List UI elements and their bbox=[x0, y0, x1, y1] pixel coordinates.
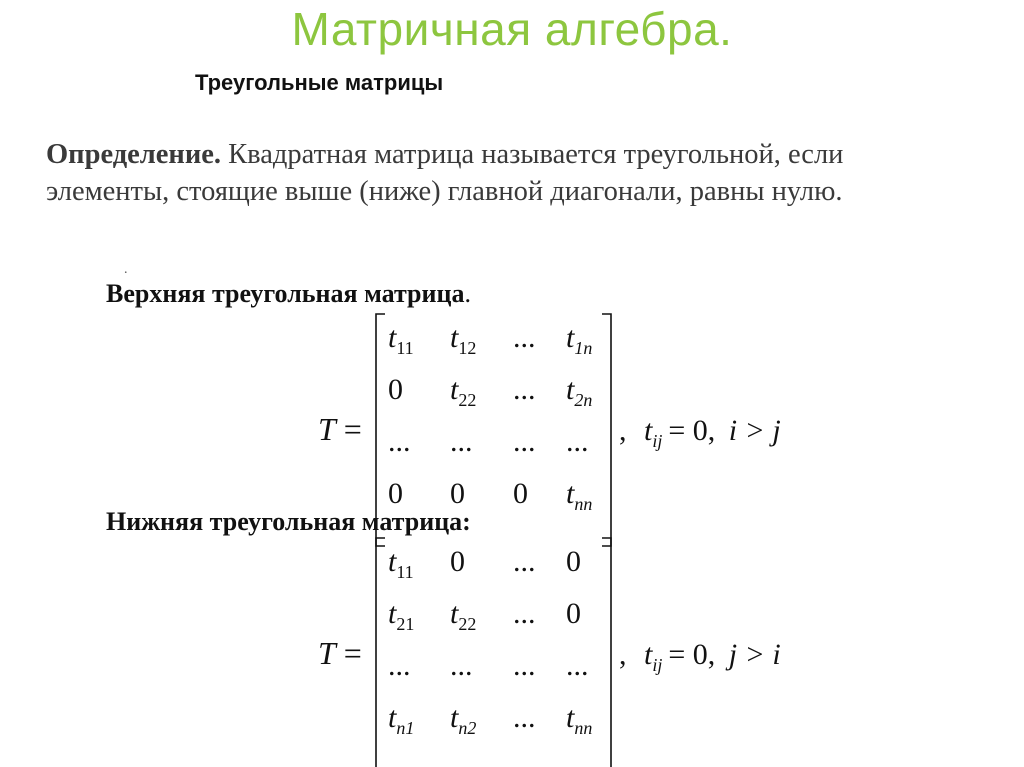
upper-left-bracket bbox=[376, 314, 385, 546]
lower-cell-1-2: ... bbox=[513, 597, 536, 630]
upper-cell-0-3: $t_{1n}$ bbox=[566, 321, 593, 358]
lower-cell-0-2: ... bbox=[513, 545, 536, 578]
lower-right-bracket bbox=[602, 538, 611, 767]
upper-cell-2-1: ... bbox=[450, 425, 473, 458]
lower-matrix-heading: Нижняя треугольная матрица: bbox=[106, 507, 471, 536]
upper-matrix-equation bbox=[318, 314, 781, 546]
upper-cell-1-0: 0 bbox=[388, 373, 403, 406]
upper-cell-1-3: $t_{2n}$ bbox=[566, 373, 593, 410]
upper-cell-2-0: ... bbox=[388, 425, 411, 458]
upper-cell-0-0: $t_{11}$ bbox=[388, 321, 414, 358]
upper-cell-3-0: 0 bbox=[388, 477, 403, 510]
upper-cell-3-3: $t_{nn}$ bbox=[566, 477, 593, 514]
slide-title: Матричная алгебра. bbox=[291, 3, 733, 55]
upper-cell-2-3: ... bbox=[566, 425, 589, 458]
lower-left-bracket bbox=[376, 538, 385, 767]
definition-term: Определение. bbox=[46, 139, 222, 170]
upper-condition: , $t_{ij} = 0$, i > j bbox=[619, 414, 781, 451]
lower-condition: , $t_{ij} = 0$, j > i bbox=[619, 638, 781, 675]
lower-cell-1-3: 0 bbox=[566, 597, 581, 630]
upper-heading-text: Верхняя треугольная матрица bbox=[106, 279, 465, 308]
lower-cell-2-0: ... bbox=[388, 649, 411, 682]
lower-cell-2-1: ... bbox=[450, 649, 473, 682]
slide-subtitle: Треугольные матрицы bbox=[195, 70, 444, 95]
upper-lhs: T = bbox=[318, 411, 362, 447]
lower-matrix-equation bbox=[318, 538, 781, 767]
lower-cell-1-0: $t_{21}$ bbox=[388, 597, 415, 634]
lower-cell-0-3: 0 bbox=[566, 545, 581, 578]
lower-cell-3-0: $t_{n1}$ bbox=[388, 701, 415, 738]
upper-right-bracket bbox=[602, 314, 611, 546]
lower-cell-2-2: ... bbox=[513, 649, 536, 682]
upper-heading-tail: . bbox=[464, 279, 471, 308]
lower-cell-1-1: $t_{22}$ bbox=[450, 597, 477, 634]
lower-cell-3-3: $t_{nn}$ bbox=[566, 701, 593, 738]
upper-cell-3-2: 0 bbox=[513, 477, 528, 510]
lower-cell-0-1: 0 bbox=[450, 545, 465, 578]
upper-cell-3-1: 0 bbox=[450, 477, 465, 510]
definition-text: Квадратная матрица называется треугольной, если элементы, стоящие выше (ниже) главной диагонали, равны нулю. bbox=[46, 139, 844, 207]
upper-cell-0-1: $t_{12}$ bbox=[450, 321, 477, 358]
upper-cell-1-1: $t_{22}$ bbox=[450, 373, 477, 410]
lower-cell-0-0: $t_{11}$ bbox=[388, 545, 414, 582]
lower-cell-3-1: $t_{n2}$ bbox=[450, 701, 477, 738]
lower-cell-2-3: ... bbox=[566, 649, 589, 682]
upper-cell-2-2: ... bbox=[513, 425, 536, 458]
lower-lhs: T = bbox=[318, 635, 362, 671]
stray-dot: . bbox=[124, 262, 128, 277]
upper-cell-0-2: ... bbox=[513, 321, 536, 354]
lower-cell-3-2: ... bbox=[513, 701, 536, 734]
upper-cell-1-2: ... bbox=[513, 373, 536, 406]
